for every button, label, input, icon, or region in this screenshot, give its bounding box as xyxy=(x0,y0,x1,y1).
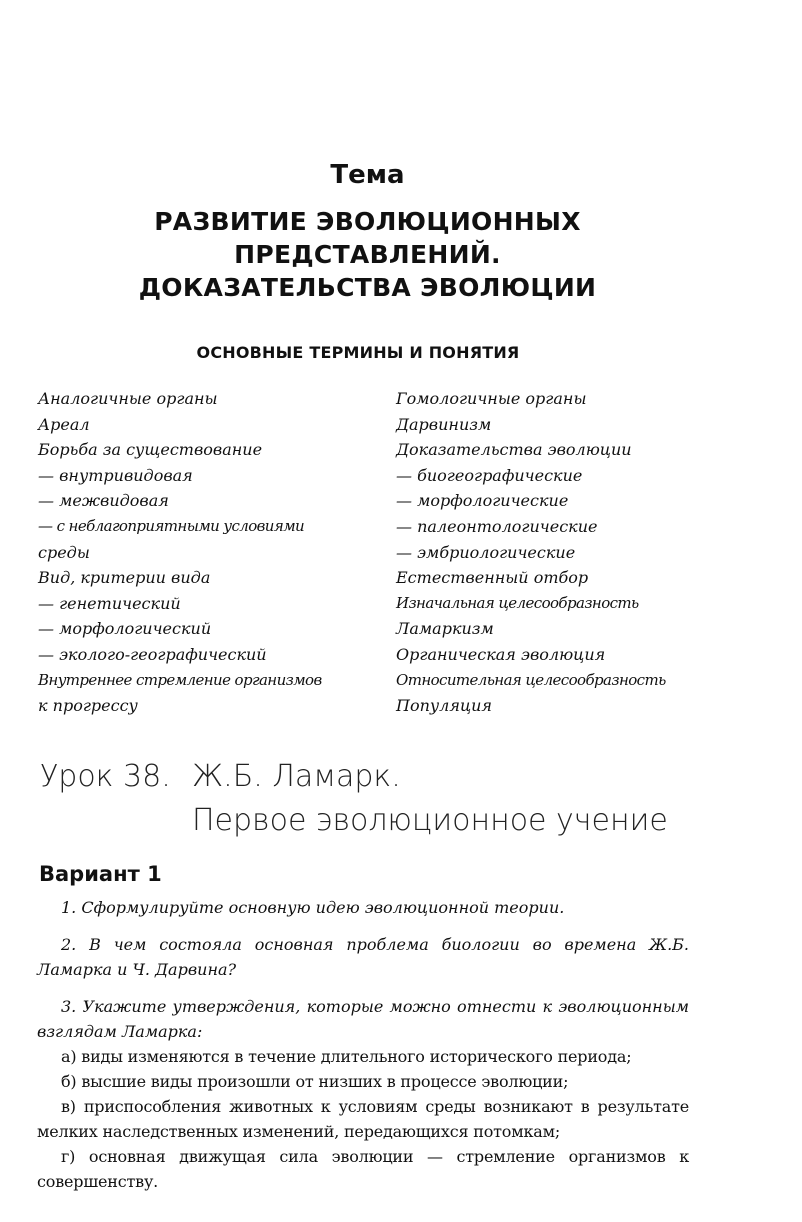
answer-option-g: г) основная движущая сила эволюции — стремление организмов к совершенству. xyxy=(37,1147,689,1191)
term-item: Внутреннее стремление организмов xyxy=(38,670,322,689)
theme-label: Тема xyxy=(330,160,405,190)
term-item: — внутривидовая xyxy=(38,465,193,485)
term-item: Ареал xyxy=(38,414,90,434)
term-item: Вид, критерии вида xyxy=(38,568,211,588)
term-item: Гомологичные органы xyxy=(396,389,587,408)
question-2: 2. В чем состояла основная проблема биологии во времена Ж.Б. Ламарка и Ч. Дарвина? xyxy=(37,935,689,979)
question-list xyxy=(37,895,689,1194)
term-item: среды xyxy=(38,542,90,562)
term-item: — морфологические xyxy=(396,491,569,511)
answer-option-a: а) виды изменяются в течение длительного исторического периода; xyxy=(61,1047,632,1066)
term-item: — с неблагоприятными условиями xyxy=(38,516,305,535)
term-item: — биогеографические xyxy=(396,465,583,485)
term-item: — палеонтологические xyxy=(396,516,598,536)
term-item: Дарвинизм xyxy=(396,414,492,434)
term-item: Аналогичные органы xyxy=(38,389,218,408)
question-3: 3. Укажите утверждения, которые можно отнести к эволюционным взглядам Ламарка: xyxy=(37,997,689,1041)
term-item: Естественный отбор xyxy=(396,568,589,588)
term-item: Ламаркизм xyxy=(396,619,494,639)
terms-heading: ОСНОВНЫЕ ТЕРМИНЫ И ПОНЯТИЯ xyxy=(196,343,520,362)
term-item: Изначальная целесообразность xyxy=(396,593,639,612)
term-item: — эколого-географический xyxy=(38,644,267,664)
answer-option-v: в) приспособления животных к условиям среды возникают в результате мелких наследственных изменений, передающихся потомкам; xyxy=(37,1097,689,1141)
theme-title-line: РАЗВИТИЕ ЭВОЛЮЦИОННЫХ xyxy=(154,207,581,236)
terms-list-right xyxy=(396,386,696,719)
terms-list-left xyxy=(38,386,368,719)
theme-title-line: ДОКАЗАТЕЛЬСТВА ЭВОЛЮЦИИ xyxy=(138,273,597,302)
theme-title-line: ПРЕДСТАВЛЕНИЙ. xyxy=(234,240,501,269)
term-item: — эмбриологические xyxy=(396,542,576,562)
term-item: Относительная целесообразность xyxy=(396,670,666,689)
term-item: — генетический xyxy=(38,593,181,613)
lesson-title: Ж.Б. Ламарк. xyxy=(192,759,401,794)
term-item: Органическая эволюция xyxy=(396,644,606,664)
variant-heading: Вариант 1 xyxy=(39,862,162,886)
term-item: Популяция xyxy=(396,696,493,716)
lesson-number: Урок 38. xyxy=(40,759,171,794)
theme-title xyxy=(0,205,735,304)
term-item: Борьба за существование xyxy=(38,440,263,460)
term-item: — морфологический xyxy=(38,619,212,639)
term-item: — межвидовая xyxy=(38,491,169,511)
lesson-heading xyxy=(40,755,668,843)
lesson-subtitle: Первое эволюционное учение xyxy=(192,803,668,838)
term-item: Доказательства эволюции xyxy=(396,440,632,460)
term-item: к прогрессу xyxy=(38,696,138,716)
answer-option-b: б) высшие виды произошли от низших в процессе эволюции; xyxy=(61,1072,569,1091)
question-1: 1. Сформулируйте основную идею эволюционной теории. xyxy=(61,898,565,917)
